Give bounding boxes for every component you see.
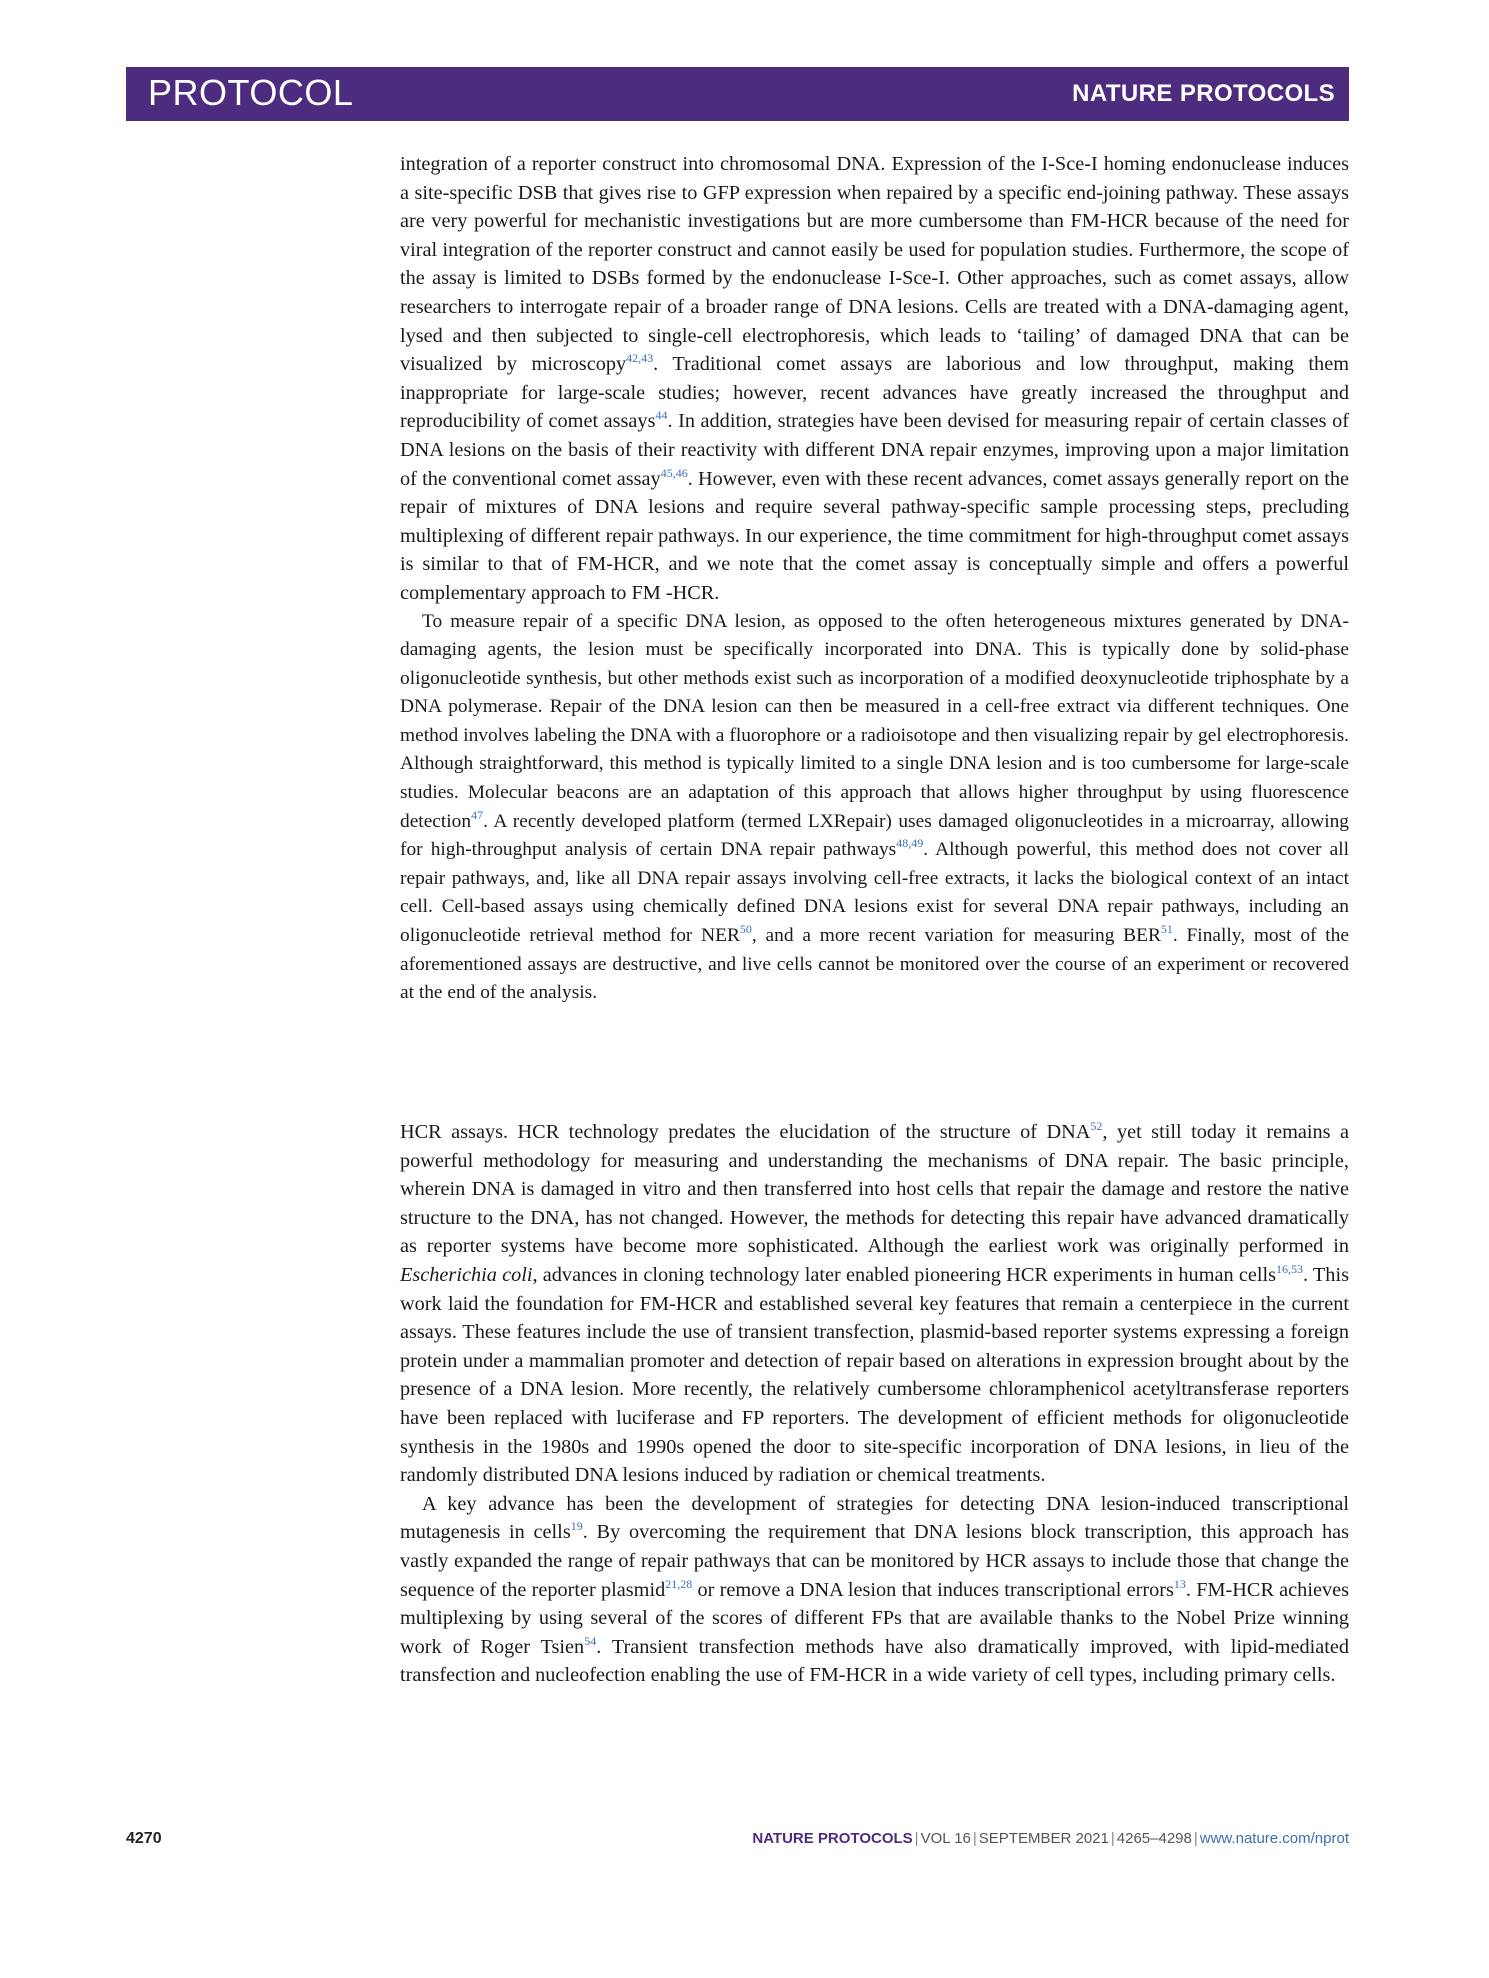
reference-link[interactable]: 19 (570, 1519, 583, 1534)
reference-link[interactable]: 16,53 (1276, 1261, 1303, 1276)
footer-pages: 4265–4298 (1116, 1830, 1192, 1847)
paragraph-hcr-assays: HCR assays. HCR technology predates the elucidation of the structure of DNA$^{52}$, yet still today it remains a powerful methodology for measuring and understanding the mechanisms of DNA repair. The basic principle, wherein DNA is damaged in vitro and then transferred into host cells that repair the damage and restore the native structure to the DNA, has not changed. However, the methods for detecting this repair have advanced dramatically as reporter systems have become more sophisticated. Although the earliest work was originally performed in Escherichia coli, advances in cloning technology later enabled pioneering HCR experiments in human cells$^{16,53}$. This work laid the foundation for FM-HCR and established several key features that remain a centerpiece in the current assays. These features include the use of transient transfection, plasmid-based reporter systems expressing a foreign protein under a mammalian promoter and detection of repair based on alterations in expression brought about by the presence of a DNA lesion. More recently, the relatively cumbersome chloramphenicol acetyltransferase reporters have been replaced with luciferase and FP reporters. The development of efficient methods for oligonucleotide synthesis in the 1980s and 1990s opened the door to site-specific incorporation of DNA lesions, in lieu of the randomly distributed DNA lesions induced by radiation or chemical treatments. (400, 1119, 1349, 1487)
journal-name: NATURE PROTOCOLS (1072, 80, 1335, 107)
species-name: Escherichia coli (400, 1263, 533, 1286)
text-block-upper (400, 150, 1349, 1008)
section-label: PROTOCOL (148, 72, 354, 113)
footer-date: SEPTEMBER 2021 (978, 1830, 1109, 1847)
footer-volume: VOL 16 (920, 1830, 971, 1847)
footer-url-link[interactable]: www.nature.com/nprot (1199, 1830, 1349, 1847)
reference-link[interactable]: 47 (471, 807, 484, 822)
reference-link[interactable]: 51 (1160, 922, 1173, 937)
paragraph-key-advance: A key advance has been the development of strategies for detecting DNA lesion-induced transcriptional mutagenesis in cells$^{19}$. By overcoming the requirement that DNA lesions block transcription, this approach has vastly expanded the range of repair pathways that can be monitored by HCR assays to include those that change the sequence of the reporter plasmid$^{21,28}$ or remove a DNA lesion that induces transcriptional errors$^{13}$. FM-HCR achieves multiplexing by using several of the scores of different FPs that are available thanks to the Nobel Prize winning work of Roger Tsien$^{54}$. Transient transfection methods have also dramatically improved, with lipid-mediated transfection and nucleofection enabling the use of FM-HCR in a wide variety of cell types, including primary cells. (400, 1492, 1350, 1687)
paragraph-specific-lesion: To measure repair of a specific DNA lesion, as opposed to the often heterogeneous mixtures generated by DNA-damaging agents, the lesion must be specifically incorporated into DNA. This is typically done by solid-phase oligonucleotide synthesis, but other methods exist such as incorporation of a modified deoxynucleotide triphosphate by a DNA polymerase. Repair of the DNA lesion can then be measured in a cell-free extract via different techniques. One method involves labeling the DNA with a fluorophore or a radioisotope and then visualizing repair by gel electrophoresis. Although straightforward, this method is typically limited to a single DNA lesion and is too cumbersome for large-scale studies. Molecular beacons are an adaptation of this approach that allows higher throughput by using fluorescence detection$^{47}$. A recently developed platform (termed LXRepair) uses damaged oligonucleotides in a microarray, allowing for high-throughput analysis of certain DNA repair pathways$^{48,49}$. Although powerful, this method does not cover all repair pathways, and, like all DNA repair assays involving cell-free extracts, it lacks the biological context of an intact cell. Cell-based assays using chemically defined DNA lesions exist for several DNA repair pathways, including an oligonucleotide retrieval method for NER$^{50}$, and a more recent variation for measuring BER$^{51}$. Finally, most of the aforementioned assays are destructive, and live cells cannot be monitored over the course of an experiment or recovered at the end of the analysis. (400, 610, 1350, 1004)
header-bar (126, 67, 1349, 121)
footer-journal: NATURE PROTOCOLS (752, 1830, 913, 1847)
page-number: 4270 (126, 1830, 162, 1847)
reference-link[interactable]: 54 (584, 1633, 597, 1648)
reference-link[interactable]: 50 (739, 922, 752, 937)
reference-link[interactable]: 42,43 (626, 351, 654, 366)
paragraph-comet-assays: integration of a reporter construct into chromosomal DNA. Expression of the I-Sce-I homing endonuclease induces a site-specific DSB that gives rise to GFP expression when repaired by a specific end-joining pathway. These assays are very powerful for mechanistic investigations but are more cumbersome than FM-HCR because of the need for viral integration of the reporter construct and cannot easily be used for population studies. Furthermore, the scope of the assay is limited to DSBs formed by the endonuclease I-Sce-I. Other approaches, such as comet assays, allow researchers to interrogate repair of a broader range of DNA lesions. Cells are treated with a DNA-damaging agent, lysed and then subjected to single-cell electrophoresis, which leads to ‘tailing’ of damaged DNA that can be visualized by microscopy$^{42,43}$. Traditional comet assays are laborious and low throughput, making them inappropriate for large-scale studies; however, recent advances have greatly increased the throughput and reproducibility of comet assays$^{44}$. In addition, strategies have been devised for measuring repair of certain classes of DNA lesions on the basis of their reactivity with different DNA repair enzymes, improving upon a major limitation of the conventional comet assay$^{45,46}$. However, even with these recent advances, comet assays generally report on the repair of mixtures of DNA lesions and require several pathway-specific sample processing steps, precluding multiplexing of different repair pathways. In our experience, the time commitment for high-throughput comet assays is similar to that of FM-HCR, and we note that the comet assay is conceptually simple and offers a powerful complementary approach to FM -HCR. (400, 153, 1349, 604)
text-block-lower (400, 1118, 1349, 1690)
reference-link[interactable]: 52 (1090, 1119, 1103, 1133)
reference-link[interactable]: 48,49 (896, 836, 924, 851)
reference-link[interactable]: 45,46 (660, 465, 688, 480)
reference-link[interactable]: 21,28 (665, 1576, 693, 1591)
reference-link[interactable]: 44 (655, 408, 668, 423)
footer-citation: NATURE PROTOCOLS | VOL 16 | SEPTEMBER 2021 | 4265–4298 | www.nature.com/nprot (752, 1830, 1349, 1847)
reference-link[interactable]: 13 (1173, 1576, 1186, 1591)
